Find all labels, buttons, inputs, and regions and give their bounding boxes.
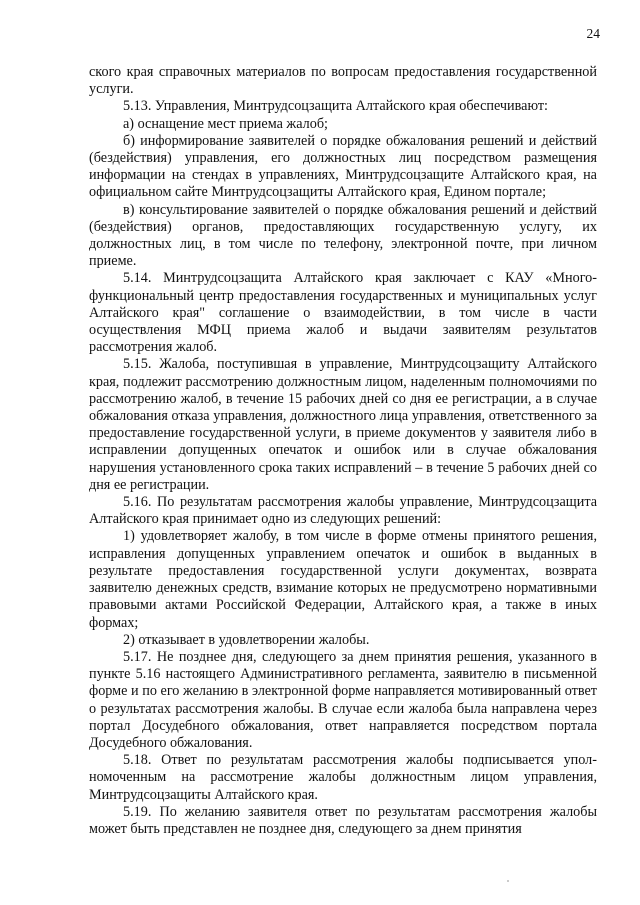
paragraph-5-15: 5.15. Жалоба, поступившая в управление, Минтрудсоцзащиту Алтайского края, подлежит рассмотрению должностным лицом, наделенным полномочиями по рассмотрению жалоб, в течение 15 рабочих дней со дня ее регистрации, а в случае обжалования отказа управления, должностного лица управления, ответственного за предоставление государственной услуги, в приеме документов у заявителя либо в исправлении допущенных опечаток и ошибок или в случае обжалования нарушения установленного срока таких исправлений – в течение 5 рабочих дней со дня ее регистрации. [89, 356, 597, 493]
paragraph-5-17: 5.17. Не позднее дня, следующего за днем принятия решения, указанного в пункте 5.16 настоящего Административного регламента, заявителю в письменной форме и по его желанию в электронной форме направляется мотивированный ответ о результатах рассмотрения жалобы. В случае если жалоба была направлена через портал Досудебного обжалования, ответ направляется посредством портала Досудебного обжалования. [89, 648, 597, 751]
body-text [89, 64, 597, 838]
list-item-a: а) оснащение мест приема жалоб; [123, 115, 328, 132]
paragraph-continuation: ского края справочных материалов по вопросам предоставления государственной услуги. [89, 64, 597, 98]
paragraph-5-14: 5.14. Минтрудсоцзащита Алтайского края заключает с КАУ «Многофункциональный центр предоставления государственных и муниципальных услуг Алтайского края" соглашение о взаимодействии, в том числе в части осуществления МФЦ приема жалоб и выдачи заявителям результатов рассмотрения жалоб. [89, 270, 597, 356]
scan-speck [507, 880, 509, 882]
paragraph-5-16: 5.16. По результатам рассмотрения жалобы управление, Минтрудсоцзащита Алтайского края принимает одно из следующих решений: [89, 494, 597, 528]
paragraph-5-19: 5.19. По желанию заявителя ответ по результатам рассмотрения жалобы может быть представлен не позднее дня, следующего за днем принятия [89, 803, 597, 837]
list-item-v: в) консультирование заявителей о порядке обжалования решений и действий (бездействия) органов, предоставляющих государственную услугу, их должностных лиц, в том числе по телефону, электронной почте, при личном приеме. [89, 201, 597, 270]
list-item-b: б) информирование заявителей о порядке обжалования решений и действий (бездействия) управления, его должностных лиц посредством размещения информации на стендах в управлениях, Минтрудсоцзащите Алтайского края, на официальном сайте Минтрудсоцзащиты Алтайского края, Едином портале; [89, 132, 597, 201]
paragraph-5-13: 5.13. Управления, Минтрудсоцзащита Алтайского края обеспечивают: [123, 98, 548, 115]
page-number: 24 [586, 26, 600, 41]
paragraph-5-18: 5.18. Ответ по результатам рассмотрения жалобы подписывается уполномоченным на рассмотрение жалобы должностным лицом управления, Минтрудсоцзащиты Алтайского края. [89, 752, 597, 803]
list-item-1: 1) удовлетворяет жалобу, в том числе в форме отмены принятого решения, исправления допущенных управлением опечаток и ошибок в выданных в результате предоставления государственной услуги документах, возврата заявителю денежных средств, взимание которых не предусмотрено нормативными правовыми актами Российской Федерации, Алтайского края, а также в иных формах; [89, 528, 597, 631]
list-item-2: 2) отказывает в удовлетворении жалобы. [123, 631, 370, 648]
